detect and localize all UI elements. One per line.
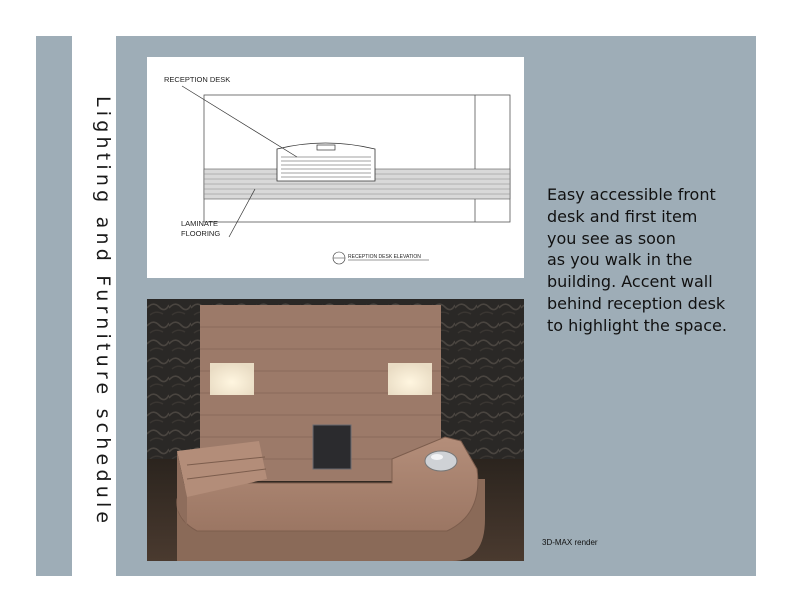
page-title: Lighting and Furniture schedule — [92, 96, 114, 528]
description-line: Easy accessible front — [547, 185, 716, 204]
laminate-label-line2: FLOORING — [181, 229, 221, 238]
description-line: behind reception desk — [547, 293, 726, 313]
render-svg — [147, 299, 524, 561]
description-line: as you walk in the — [547, 250, 693, 270]
description-text — [547, 184, 757, 337]
monitor — [313, 425, 351, 469]
chrome-highlight — [431, 454, 443, 460]
description-line: building. Accent wall — [547, 272, 713, 292]
description-line: to highlight the space. — [547, 315, 727, 335]
wall-light-right — [388, 363, 432, 395]
description-line: desk and first item — [547, 206, 698, 226]
render-caption: 3D-MAX render — [542, 538, 598, 547]
chrome-desk-object — [425, 451, 457, 471]
elevation-drawing — [147, 57, 524, 278]
render-image — [147, 299, 524, 561]
reception-leader-line — [182, 86, 297, 157]
elevation-title: RECEPTION DESK ELEVATION — [348, 254, 421, 260]
wall-light-left — [210, 363, 254, 395]
desk-monitor — [317, 145, 335, 150]
left-accent-strip — [36, 36, 72, 576]
reception-desk-label: RECEPTION DESK — [164, 75, 231, 84]
laminate-label-line1: LAMINATE — [181, 219, 218, 228]
description-line: you see as soon — [547, 228, 676, 248]
elevation-drawing-svg — [147, 57, 524, 278]
